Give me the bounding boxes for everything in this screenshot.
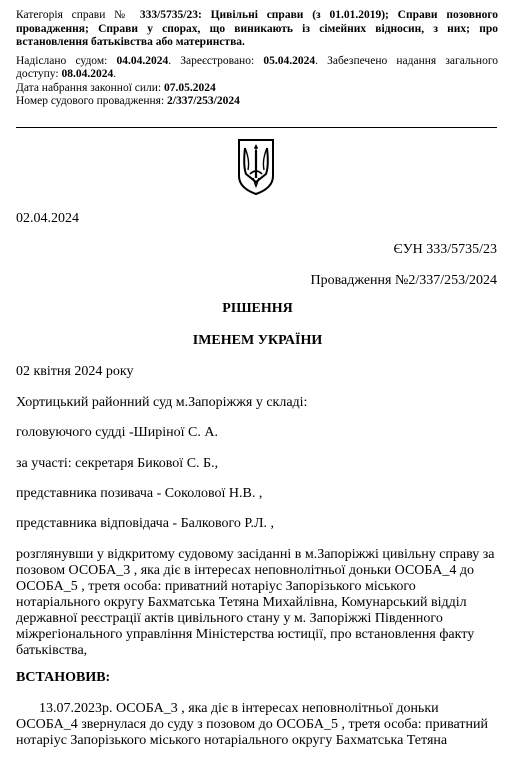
decision-date: 02 квітня 2024 року — [16, 364, 134, 379]
document-title: РІШЕННЯ — [222, 301, 293, 316]
case-euid: ЄУН 333/5735/23 — [393, 242, 497, 257]
case-category — [16, 9, 498, 50]
access-date: 08.04.2024 — [61, 68, 114, 80]
category-label: Категорія справи № — [16, 9, 140, 21]
document-date: 02.04.2024 — [16, 211, 79, 226]
plaintiff-representative: представника позивача - Соколової Н.В. , — [16, 486, 263, 501]
presiding-judge: головуючого судді -Ширіної С. А. — [16, 425, 218, 440]
category-text: : Цивільні справи (з 01.01.2019); Справи позовного провадження; Справи у спорах, що виникають із сімейних відносин, з них; про встановлення батьківства або материнства. — [16, 9, 499, 48]
case-metadata — [16, 9, 498, 109]
proceeding-number-text: Провадження №2/337/253/2024 — [310, 273, 497, 288]
divider — [16, 127, 497, 128]
body-paragraph: 13.07.2023р. ОСОБА_3 , яка діє в інтересах неповнолітньої доньки ОСОБА_4 звернулася до суду з позовом до ОСОБА_5 , третя особа: приватний нотаріус Запорізького міського нотаріального округу Бахматська Тетяна — [16, 701, 489, 748]
coat-of-arms-icon — [236, 138, 276, 196]
proceeding-number: 2/337/253/2024 — [167, 95, 240, 107]
proceeding-label: Номер судового провадження: — [16, 95, 168, 107]
registered-date: 05.04.2024 — [263, 54, 316, 67]
case-number: 333/5735/23 — [139, 9, 198, 21]
access-label: . Забезпечено надання загального доступу: — [16, 54, 498, 80]
document-subtitle: ІМЕНЕМ УКРАЇНИ — [192, 333, 323, 348]
sent-date: 04.04.2024 — [116, 54, 169, 67]
force-date: 07.05.2024 — [163, 81, 216, 94]
proceeding-row — [16, 95, 498, 109]
force-row — [16, 82, 498, 96]
sent-label: Надіслано судом: — [16, 54, 117, 67]
court-secretary: за участі: секретаря Бикової С. Б., — [16, 456, 219, 471]
dates-row: Надіслано судом: 04.04.2024. Зареєстровано: 05.04.2024. Забезпечено надання загального доступу: 08.04.2024. — [16, 54, 498, 80]
registered-label: . Зареєстровано: — [168, 54, 264, 67]
court-composition: Хортицький районний суд м.Запоріжжя у складі: — [16, 395, 308, 410]
case-consideration-paragraph: розглянувши у відкритому судовому засіданні в м.Запоріжжі цивільну справу за позовом ОСОБА_3 , яка діє в інтересах неповнолітньої доньки ОСОБА_4 до ОСОБА_5 , третя особа: приватний нотаріус Запорізького міського нотаріального округу Бахматська Тетяна Михайлівна, Комунарський відділ державної реєстрації актів цивільного стану у м. Запоріжжі Південного міжрегіонального управління Міністерства юстиції, про встановлення факту батьківства, — [16, 547, 495, 658]
defendant-representative: представника відповідача - Балкового Р.Л. , — [16, 516, 274, 531]
force-label: Дата набрання законної сили: — [16, 81, 164, 94]
established-heading: ВСТАНОВИВ: — [16, 670, 111, 685]
